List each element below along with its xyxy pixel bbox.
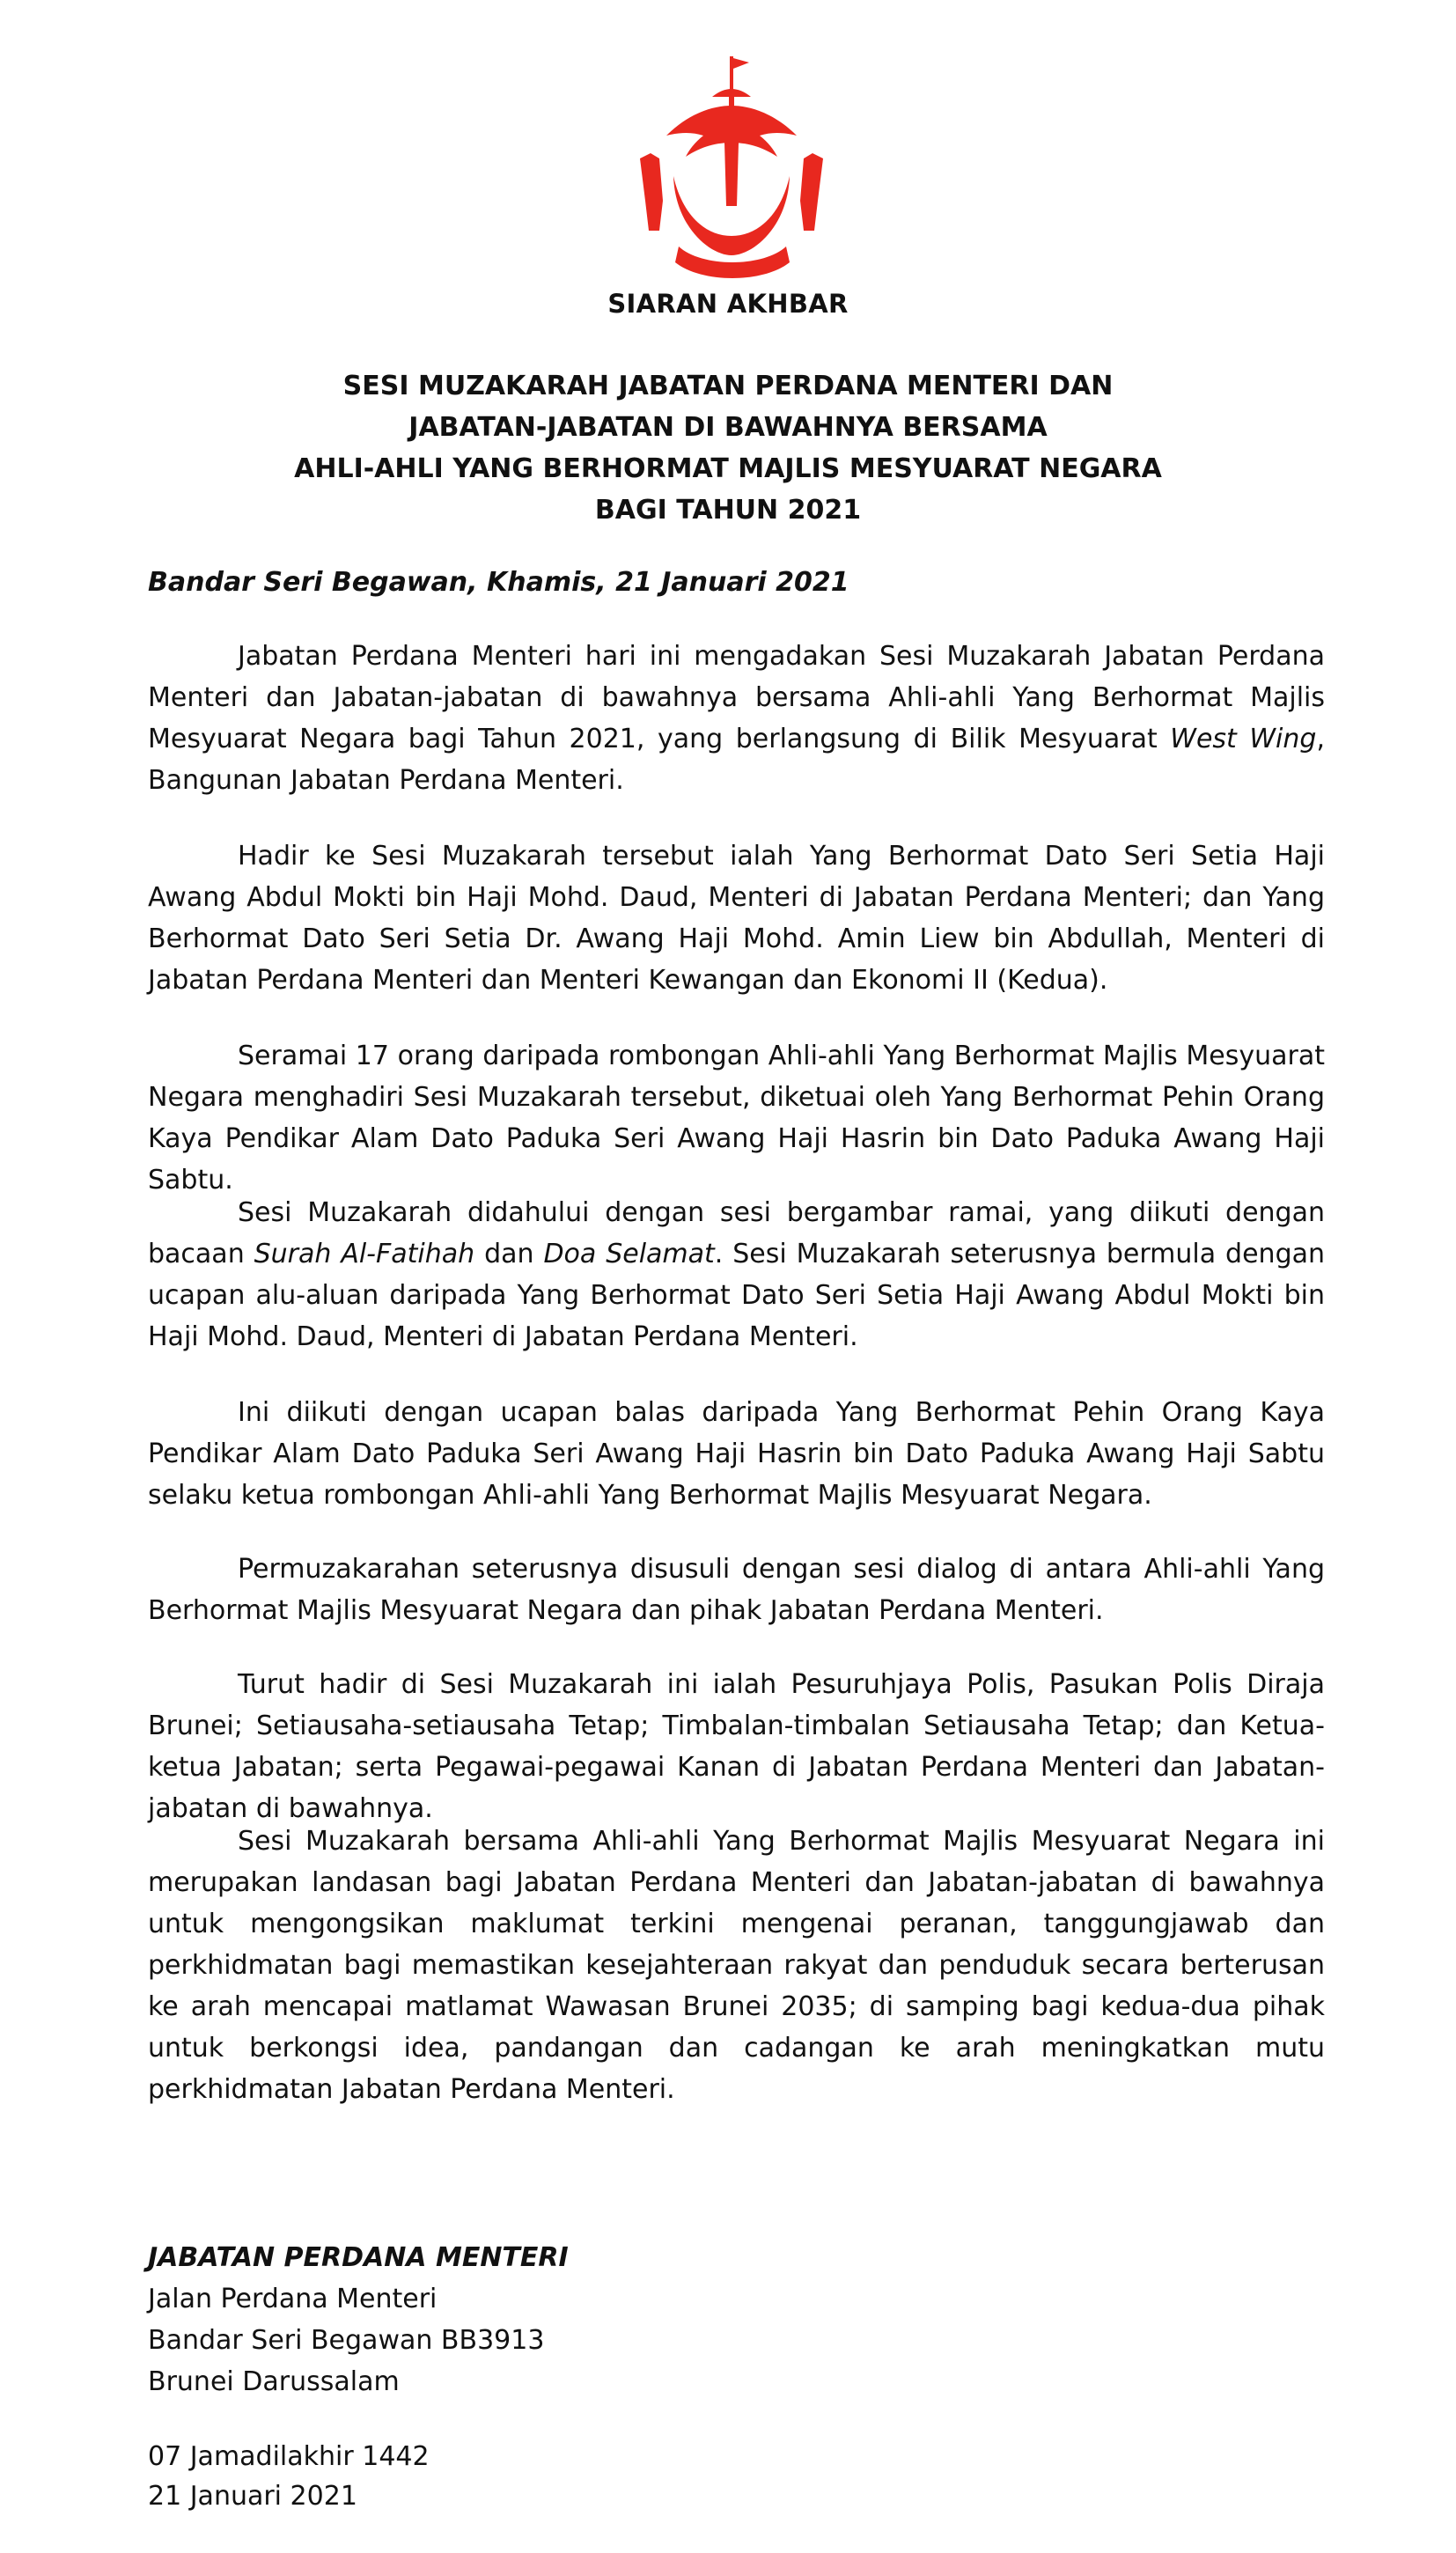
address-line: Jalan Perdana Menteri	[148, 2284, 438, 2314]
paragraph-text: Jabatan Perdana Menteri hari ini mengadakan Sesi Muzakarah Jabatan Perdana Menteri dan Jabatan-jabatan di bawahnya bersama Ahli-ahli Yang Berhormat Majlis Mesyuarat Negara bagi Tahun 2021, yang berlangsung di Bilik Mesyuarat	[148, 641, 1325, 754]
paragraph-text: Sesi Muzakarah didahului dengan sesi bergambar ramai, yang diikuti dengan bacaan	[148, 1197, 1325, 1269]
brunei-crest-emblem	[640, 51, 825, 289]
paragraph-1	[148, 636, 1325, 801]
paragraph-4	[148, 1192, 1325, 1357]
signature-block	[148, 2237, 569, 2402]
paragraph-7: Turut hadir di Sesi Muzakarah ini ialah Pesuruhjaya Polis, Pasukan Polis Diraja Brunei; Setiausaha-setiausaha Tetap; Timbalan-timbalan Setiausaha Tetap; dan Ketua-ketua Jabatan; serta Pegawai-pegawai Kanan di Jabatan Perdana Menteri dan Jabatan-jabatan di bawahnya.	[148, 1669, 1325, 1824]
paragraph-8: Sesi Muzakarah bersama Ahli-ahli Yang Berhormat Majlis Mesyuarat Negara ini merupakan landasan bagi Jabatan Perdana Menteri dan Jabatan-jabatan di bawahnya untuk mengongsikan maklumat terkini mengenai peranan, tanggungjawab dan perkhidmatan bagi memastikan kesejahteraan rakyat dan penduduk secara berterusan ke arah mencapai matlamat Wawasan Brunei 2035; di samping bagi kedua-dua pihak untuk berkongsi idea, pandangan dan cadangan ke arah meningkatkan mutu perkhidmatan Jabatan Perdana Menteri.	[148, 1826, 1325, 2105]
paragraph-5: Ini diikuti dengan ucapan balas daripada Yang Berhormat Pehin Orang Kaya Pendikar Alam Dato Paduka Seri Awang Haji Hasrin bin Dato Paduka Awang Haji Sabtu selaku ketua rombongan Ahli-ahli Yang Berhormat Majlis Mesyuarat Negara.	[148, 1397, 1325, 1511]
paragraph-italic-text: Doa Selamat	[543, 1239, 715, 1269]
paragraph-2: Hadir ke Sesi Muzakarah tersebut ialah Yang Berhormat Dato Seri Setia Haji Awang Abdul Mokti bin Haji Mohd. Daud, Menteri di Jabatan Perdana Menteri; dan Yang Berhormat Dato Seri Setia Dr. Awang Haji Mohd. Amin Liew bin Abdullah, Menteri di Jabatan Perdana Menteri dan Menteri Kewangan dan Ekonomi II (Kedua).	[148, 841, 1325, 996]
address-line: Bandar Seri Begawan BB3913	[148, 2325, 545, 2356]
press-release-label: SIARAN AKHBAR	[607, 289, 849, 319]
dateline: Bandar Seri Begawan, Khamis, 21 Januari 2021	[148, 567, 849, 598]
paragraph-italic-text: West Wing	[1170, 724, 1317, 754]
paragraph-text: , Bangunan Jabatan Perdana Menteri.	[148, 724, 1325, 796]
paragraph-3: Seramai 17 orang daripada rombongan Ahli-ahli Yang Berhormat Majlis Mesyuarat Negara menghadiri Sesi Muzakarah tersebut, diketuai oleh Yang Berhormat Pehin Orang Kaya Pendikar Alam Dato Paduka Seri Awang Haji Hasrin bin Dato Paduka Awang Haji Sabtu.	[148, 1041, 1325, 1196]
paragraph-italic-text: Surah Al-Fatihah	[254, 1239, 475, 1269]
paragraph-text: . Sesi Muzakarah seterusnya bermula dengan ucapan alu-aluan daripada Yang Berhormat Dato Seri Setia Haji Awang Abdul Mokti bin Haji Mohd. Daud, Menteri di Jabatan Perdana Menteri.	[148, 1239, 1326, 1352]
title-line: BAGI TAHUN 2021	[594, 495, 862, 526]
gregorian-date: 21 Januari 2021	[148, 2481, 357, 2512]
date-block	[148, 2437, 430, 2516]
title-line: AHLI-AHLI YANG BERHORMAT MAJLIS MESYUARAT NEGARA	[294, 453, 1162, 484]
title-line: JABATAN-JABATAN DI BAWAHNYA BERSAMA	[408, 412, 1048, 443]
paragraph-text: dan	[474, 1239, 544, 1269]
address-line: Brunei Darussalam	[148, 2366, 400, 2397]
hijri-date: 07 Jamadilakhir 1442	[148, 2441, 430, 2472]
paragraph-6: Permuzakarahan seterusnya disusuli dengan sesi dialog di antara Ahli-ahli Yang Berhormat Majlis Mesyuarat Negara dan pihak Jabatan Perdana Menteri.	[148, 1554, 1325, 1626]
signature-org: JABATAN PERDANA MENTERI	[148, 2242, 569, 2273]
document-title	[0, 365, 1456, 531]
title-line: SESI MUZAKARAH JABATAN PERDANA MENTERI DAN	[342, 371, 1114, 401]
